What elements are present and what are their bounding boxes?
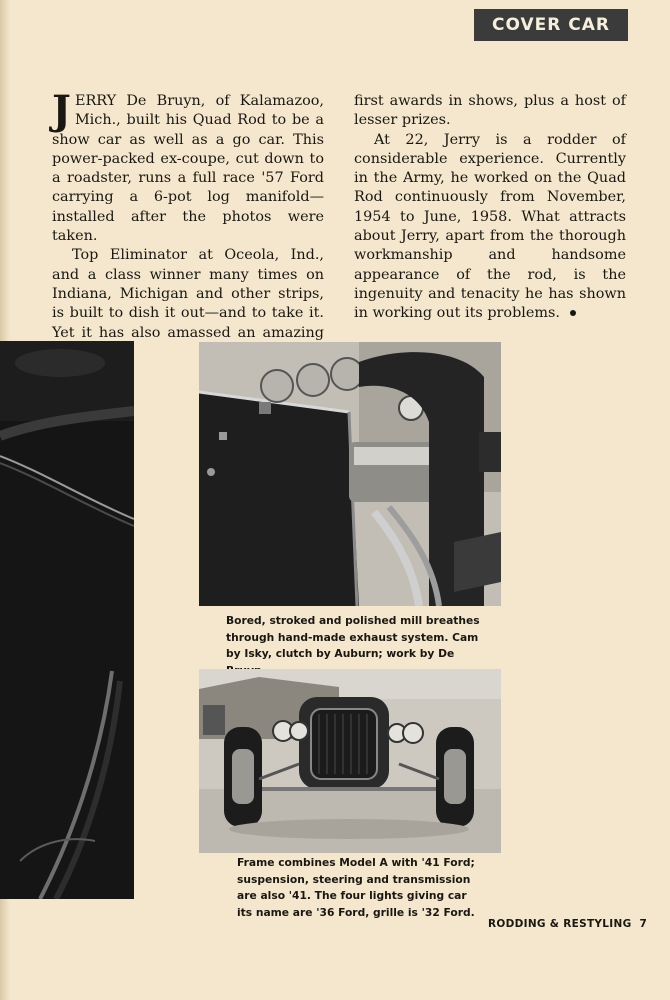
article-paragraph-text: At 22, Jerry is a rodder of considerable experience. Currently in the Army, he worked on the Quad Rod continuously from November, 1954 to June, 1958. What attracts about Jerry, apart from the thorough workmanship and handsome appearance of the rod, is the ingenuity and tenacity he has shown in working out its problems.: [354, 131, 626, 322]
car-body-photo: [0, 341, 134, 899]
front-view-photo-graphic: [199, 669, 501, 853]
section-tag: COVER CAR: [474, 9, 628, 41]
publication-name: RODDING & RESTYLING: [488, 918, 632, 930]
engine-photo-graphic: [199, 342, 501, 606]
engine-photo: [199, 342, 501, 606]
article-paragraph-text: ERRY De Bruyn, of Kalamazoo, Mich., built his Quad Rod to be a show car as well as a go car. This power-packed ex-coupe, cut down to a roadster, runs a full race '57 Ford carrying a 6-pot log manifold—installed after the photos were taken.: [52, 93, 324, 245]
end-mark-icon: [570, 310, 576, 316]
car-body-photo-graphic: [0, 341, 134, 899]
page-number: 7: [639, 918, 648, 930]
engine-photo-caption: Bored, stroked and polished mill breathes through hand-made exhaust system. Cam by Isky, clutch by Auburn; work by De: [226, 614, 480, 660]
article-paragraph: Top Eliminator at Oceola, Ind., and a class winner many times on Indiana, Michigan and other strips, is built to dish it out—and to take it. Yet it has also amassed an amazing: [52, 247, 324, 341]
front-view-photo-caption: Frame combines Model A with '41 Ford; suspension, steering and transmission are also '41. The four lights giving car its name are '36 Ford, grille is '32 Ford.: [237, 856, 475, 919]
article-paragraph: [354, 131, 626, 324]
article-column-left: [52, 87, 324, 362]
article-column-right: [354, 92, 626, 324]
front-view-photo: [199, 669, 501, 853]
article-paragraph: first awards in shows, plus a host of lesser prizes.: [354, 93, 626, 129]
page-footer: [488, 918, 647, 930]
drop-cap: J: [52, 87, 71, 134]
article-paragraph: [52, 87, 324, 246]
